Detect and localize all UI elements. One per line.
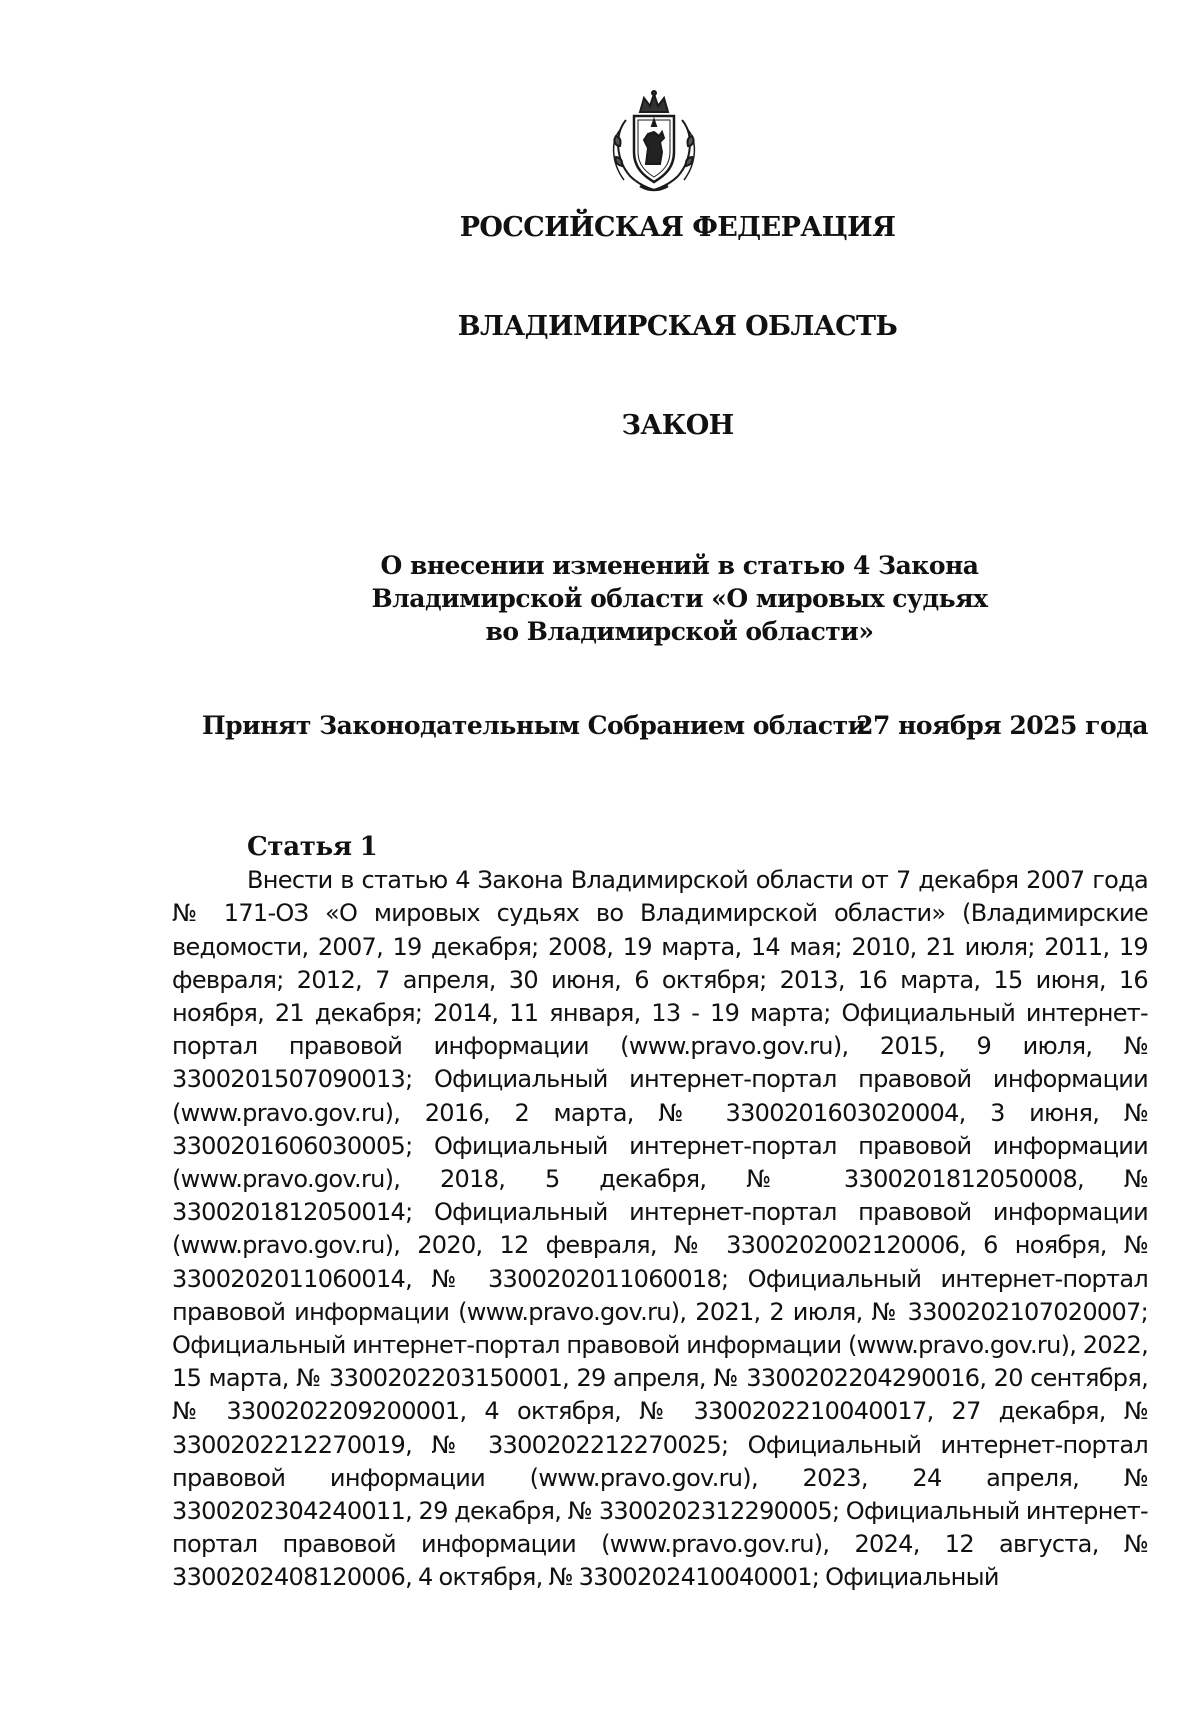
- country-heading: РОССИЙСКАЯ ФЕДЕРАЦИЯ: [459, 212, 896, 243]
- law-title: [360, 549, 999, 648]
- adopted-by: Принят Законодательным Собранием области: [202, 711, 866, 740]
- article-heading: Статья 1: [247, 832, 378, 862]
- region-heading: ВЛАДИМИРСКАЯ ОБЛАСТЬ: [457, 311, 898, 342]
- law-title-line: О внесении изменений в статью 4 Закона: [380, 551, 979, 580]
- adoption-date: 27 ноября 2025 года: [856, 711, 1148, 740]
- coat-of-arms-icon: [604, 90, 704, 194]
- law-title-line: во Владимирской области»: [485, 617, 874, 646]
- article-text: Внести в статью 4 Закона Владимирской области от 7 декабря 2007 года № 171-ОЗ «О мировых судьях во Владимирской области» (Владимирские ведомости, 2007, 19 декабря; 2008, 19 марта, 14 мая; 2010, 21 июля; 2011, 19 февраля; 2012, 7 апреля, 30 июня, 6 октября; 2013, 16 марта, 15 июня, 16 ноября, 21 декабря; 2014, 11 января, 13 - 19 марта; Официальный интернет-портал правовой информации (www.pravo.gov.ru), 2015, 9 июля, № 3300201507090013; Официальный интернет-портал правовой информации (www.pravo.gov.ru), 2016, 2 марта, № 3300201603020004, 3 июня, № 3300201606030005; Официальный интернет-портал правовой информации (www.pravo.gov.ru), 2018, 5 декабря, № 3300201812050008, № 3300201812050014; Официальный интернет-портал правовой информации (www.pravo.gov.ru), 2020, 12 февраля, № 3300202002120006, 6 ноября, № 3300202011060014, № 3300202011060018; Официальный интернет-портал правовой информации (www.pravo.gov.ru), 2021, 2 июля, № 3300202107020007; Официальный интернет-портал правовой информации (www.pravo.gov.ru), 2022, 15 марта, № 3300202203150001, 29 апреля, № 3300202204290016, 20 сентября, № 3300202209200001, 4 октября, № 3300202210040017, 27 декабря, № 3300202212270019, № 3300202212270025; Официальный интернет-портал правовой информации (www.pravo.gov.ru), 2023, 24 апреля, № 3300202304240011, 29 декабря, № 3300202312290005; Официальный интернет-портал правовой информации (www.pravo.gov.ru), 2024, 12 августа, № 3300202408120006, 4 октября, № 3300202410040001; Официальный: [172, 866, 1148, 1592]
- law-title-line: Владимирской области «О мировых судьях: [371, 584, 988, 613]
- article-1: [172, 831, 1148, 1595]
- document-type-heading: ЗАКОН: [621, 410, 734, 441]
